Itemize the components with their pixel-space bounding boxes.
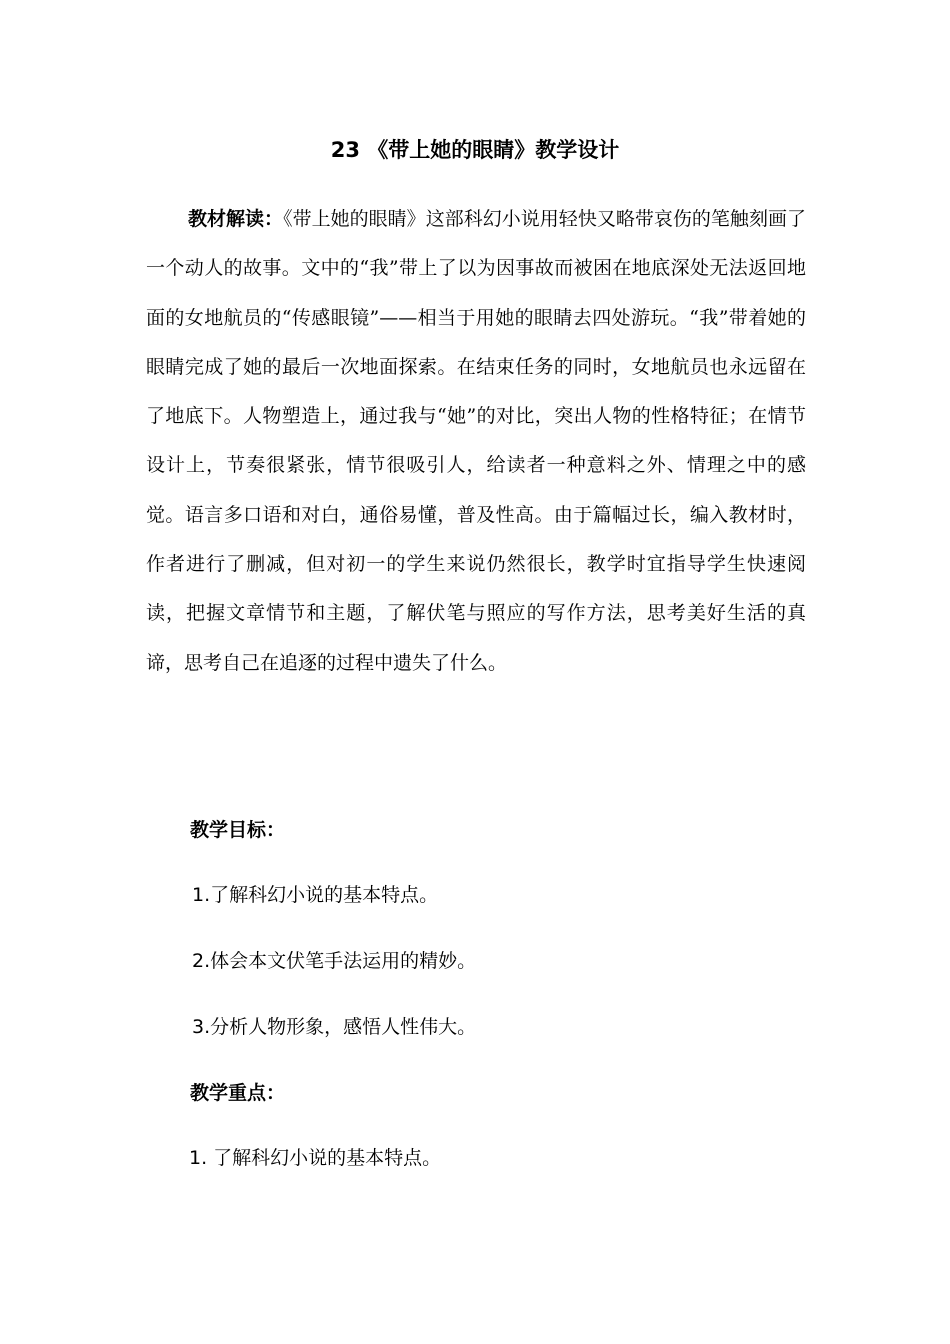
objective-item: 3.分析人物形象，感悟人性伟大。	[192, 1016, 477, 1038]
document-title: 23 《带上她的眼睛》教学设计	[330, 138, 620, 162]
objective-item: 2.体会本文伏笔手法运用的精妙。	[192, 950, 477, 972]
intro-label: 教材解读：	[188, 208, 284, 230]
intro-text: 《带上她的眼睛》这部科幻小说用轻快又略带哀伤的笔触刻画了一个动人的故事。文中的“我”带上了以为因事故而被困在地底深处无法返回地面的女地航员的“传感眼镜”——相当于用她的眼睛去四处游玩。“我”带着她的眼睛完成了她的最后一次地面探索。在结束任务的同时，女地航员也永远留在了地底下。人物塑造上，通过我与“她”的对比，突出人物的性格特征；在情节设计上，节奏很紧张，情节很吸引人，给读者一种意料之外、情理之中的感觉。语言多口语和对白，通俗易懂，普及性高。由于篇幅过长，编入教材时，作者进行了删减，但对初一的学生来说仍然很长，教学时宜指导学生快速阅读，把握文章情节和主题，了解伏笔与照应的写作方法，思考美好生活的真谛，思考自己在追逐的过程中遗失了什么。	[146, 208, 806, 674]
objective-item: 1.了解科幻小说的基本特点。	[192, 884, 439, 906]
objectives-heading: 教学目标：	[190, 819, 286, 841]
key-points-heading: 教学重点：	[190, 1082, 286, 1104]
key-point-item: 1. 了解科幻小说的基本特点。	[189, 1147, 442, 1169]
intro-paragraph	[146, 195, 806, 688]
